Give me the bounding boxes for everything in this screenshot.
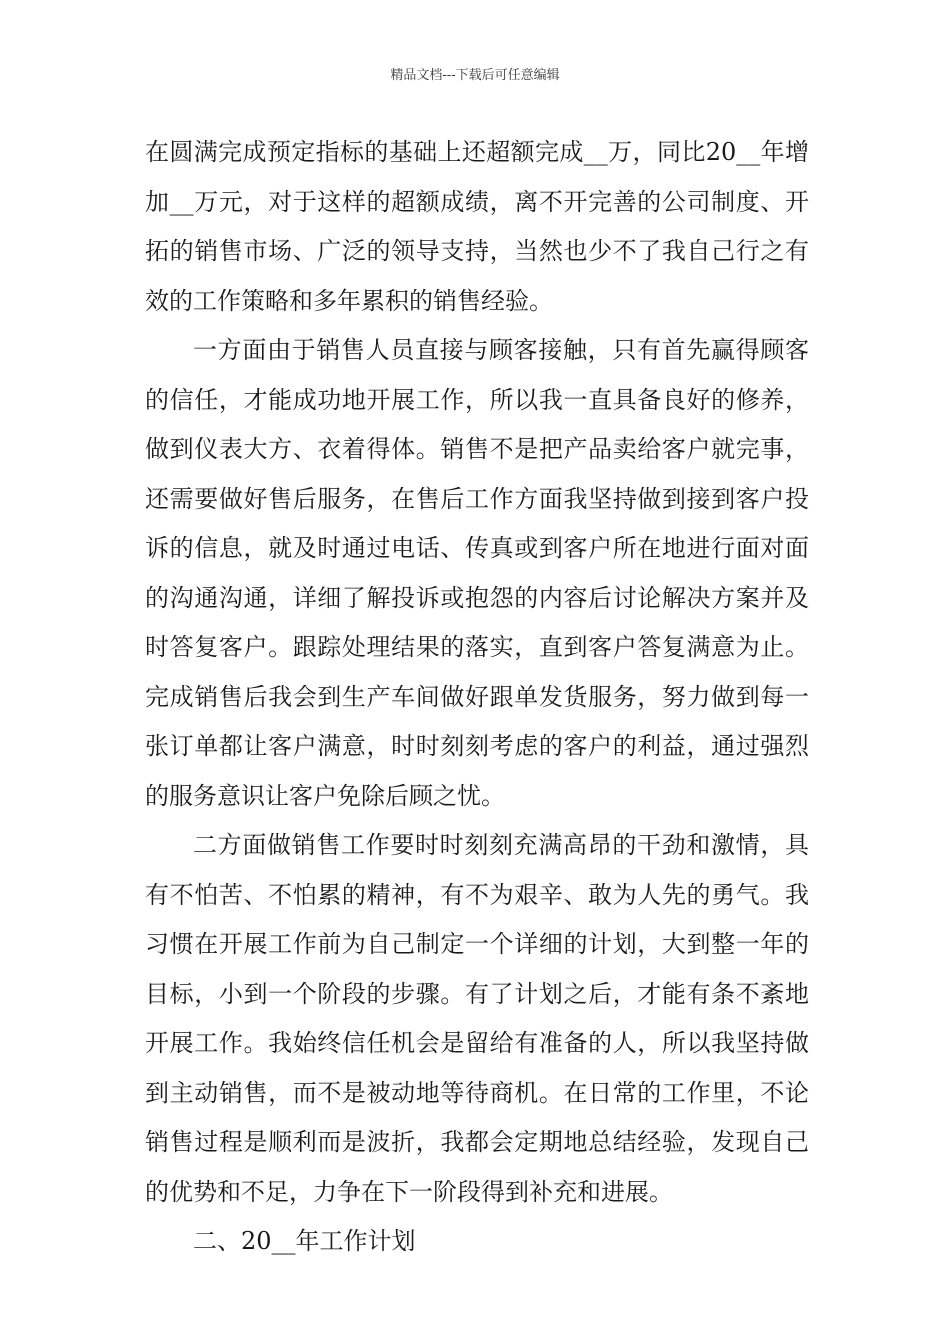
section-heading: 二、20__年工作计划 bbox=[193, 1227, 416, 1255]
document-body bbox=[145, 128, 809, 1267]
page-header: 精品文档---下载后可任意编辑 bbox=[390, 68, 560, 83]
paragraph-1: 在圆满完成预定指标的基础上还超额完成__万，同比20__年增加__万元，对于这样的超额成绩，离不开完善的公司制度、开拓的销售市场、广泛的领导支持，当然也少不了我自己行之有效的工作策略和多年累积的销售经验。 bbox=[145, 138, 809, 315]
paragraph-2: 一方面由于销售人员直接与顾客接触，只有首先赢得顾客的信任，才能成功地开展工作，所以我一直具备良好的修养，做到仪表大方、衣着得体。销售不是把产品卖给客户就完事，还需要做好售后服务，在售后工作方面我坚持做到接到客户投诉的信息，就及时通过电话、传真或到客户所在地进行面对面的沟通沟通，详细了解投诉或抱怨的内容后讨论解决方案并及时答复客户。跟踪处理结果的落实，直到客户答复满意为止。完成销售后我会到生产车间做好跟单发货服务，努力做到每一张订单都让客户满意，时时刻刻考虑的客户的利益，通过强烈的服务意识让客户免除后顾之忧。 bbox=[145, 336, 809, 810]
paragraph-3: 二方面做销售工作要时时刻刻充满高昂的干劲和激情，具有不怕苦、不怕累的精神，有不为艰辛、敢为人先的勇气。我习惯在开展工作前为自己制定一个详细的计划，大到整一年的目标，小到一个阶段的步骤。有了计划之后，才能有条不紊地开展工作。我始终信任机会是留给有准备的人，所以我坚持做到主动销售，而不是被动地等待商机。在日常的工作里，不论销售过程是顺利而是波折，我都会定期地总结经验，发现自己的优势和不足，力争在下一阶段得到补充和进展。 bbox=[145, 831, 809, 1206]
